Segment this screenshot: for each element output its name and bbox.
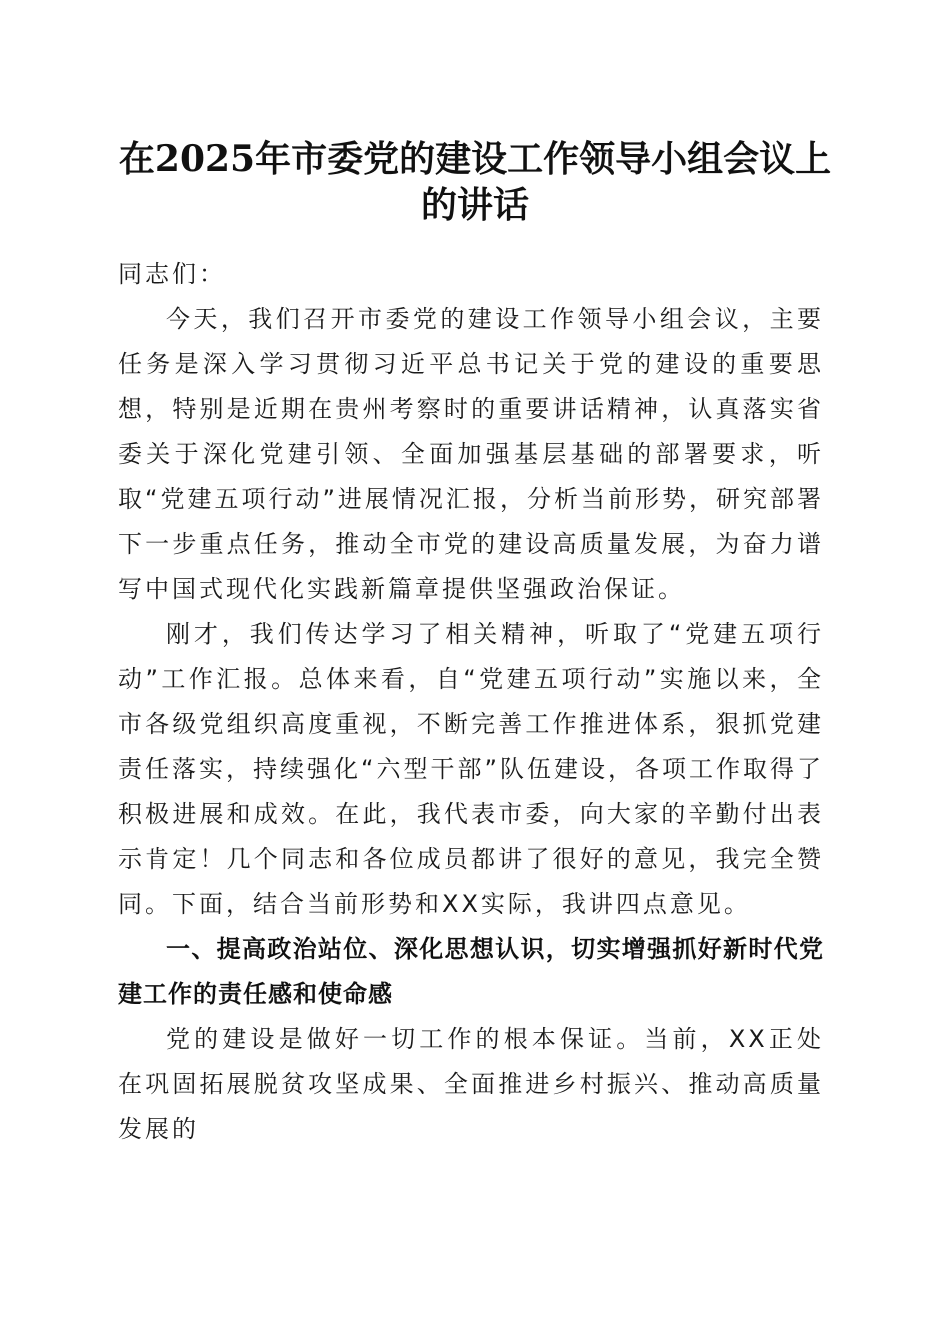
paragraph-summary: 刚才，我们传达学习了相关精神，听取了“党建五项行动”工作汇报。总体来看，自“党建五项行动”实施以来，全市各级党组织高度重视，不断完善工作推进体系，狠抓党建责任落实，持续强化“六型干部”队伍建设，各项工作取得了积极进展和成效。在此，我代表市委，向大家的辛勤付出表示肯定！几个同志和各位成员都讲了很好的意见，我完全赞同。下面，结合当前形势和XX实际，我讲四点意见。 [118, 620, 824, 918]
section-paragraph-1: 党的建设是做好一切工作的根本保证。当前，XX正处在巩固拓展脱贫攻坚成果、全面推进乡村振兴、推动高质量发展的 [118, 1025, 824, 1143]
section-heading-1: 一、提高政治站位、深化思想认识，切实增强抓好新时代党建工作的责任感和使命感 [118, 935, 824, 1008]
paragraph-intro: 今天，我们召开市委党的建设工作领导小组会议，主要任务是深入学习贯彻习近平总书记关于党的建设的重要思想，特别是近期在贵州考察时的重要讲话精神，认真落实省委关于深化党建引领、全面加强基层基础的部署要求，听取“党建五项行动”进展情况汇报，分析当前形势，研究部署下一步重点任务，推动全市党的建设高质量发展，为奋力谱写中国式现代化实践新篇章提供坚强政治保证。 [118, 305, 824, 603]
document-body [118, 252, 824, 1152]
greeting: 同志们： [118, 260, 226, 288]
document-title: 在2025年市委党的建设工作领导小组会议上的讲话 [118, 138, 832, 226]
